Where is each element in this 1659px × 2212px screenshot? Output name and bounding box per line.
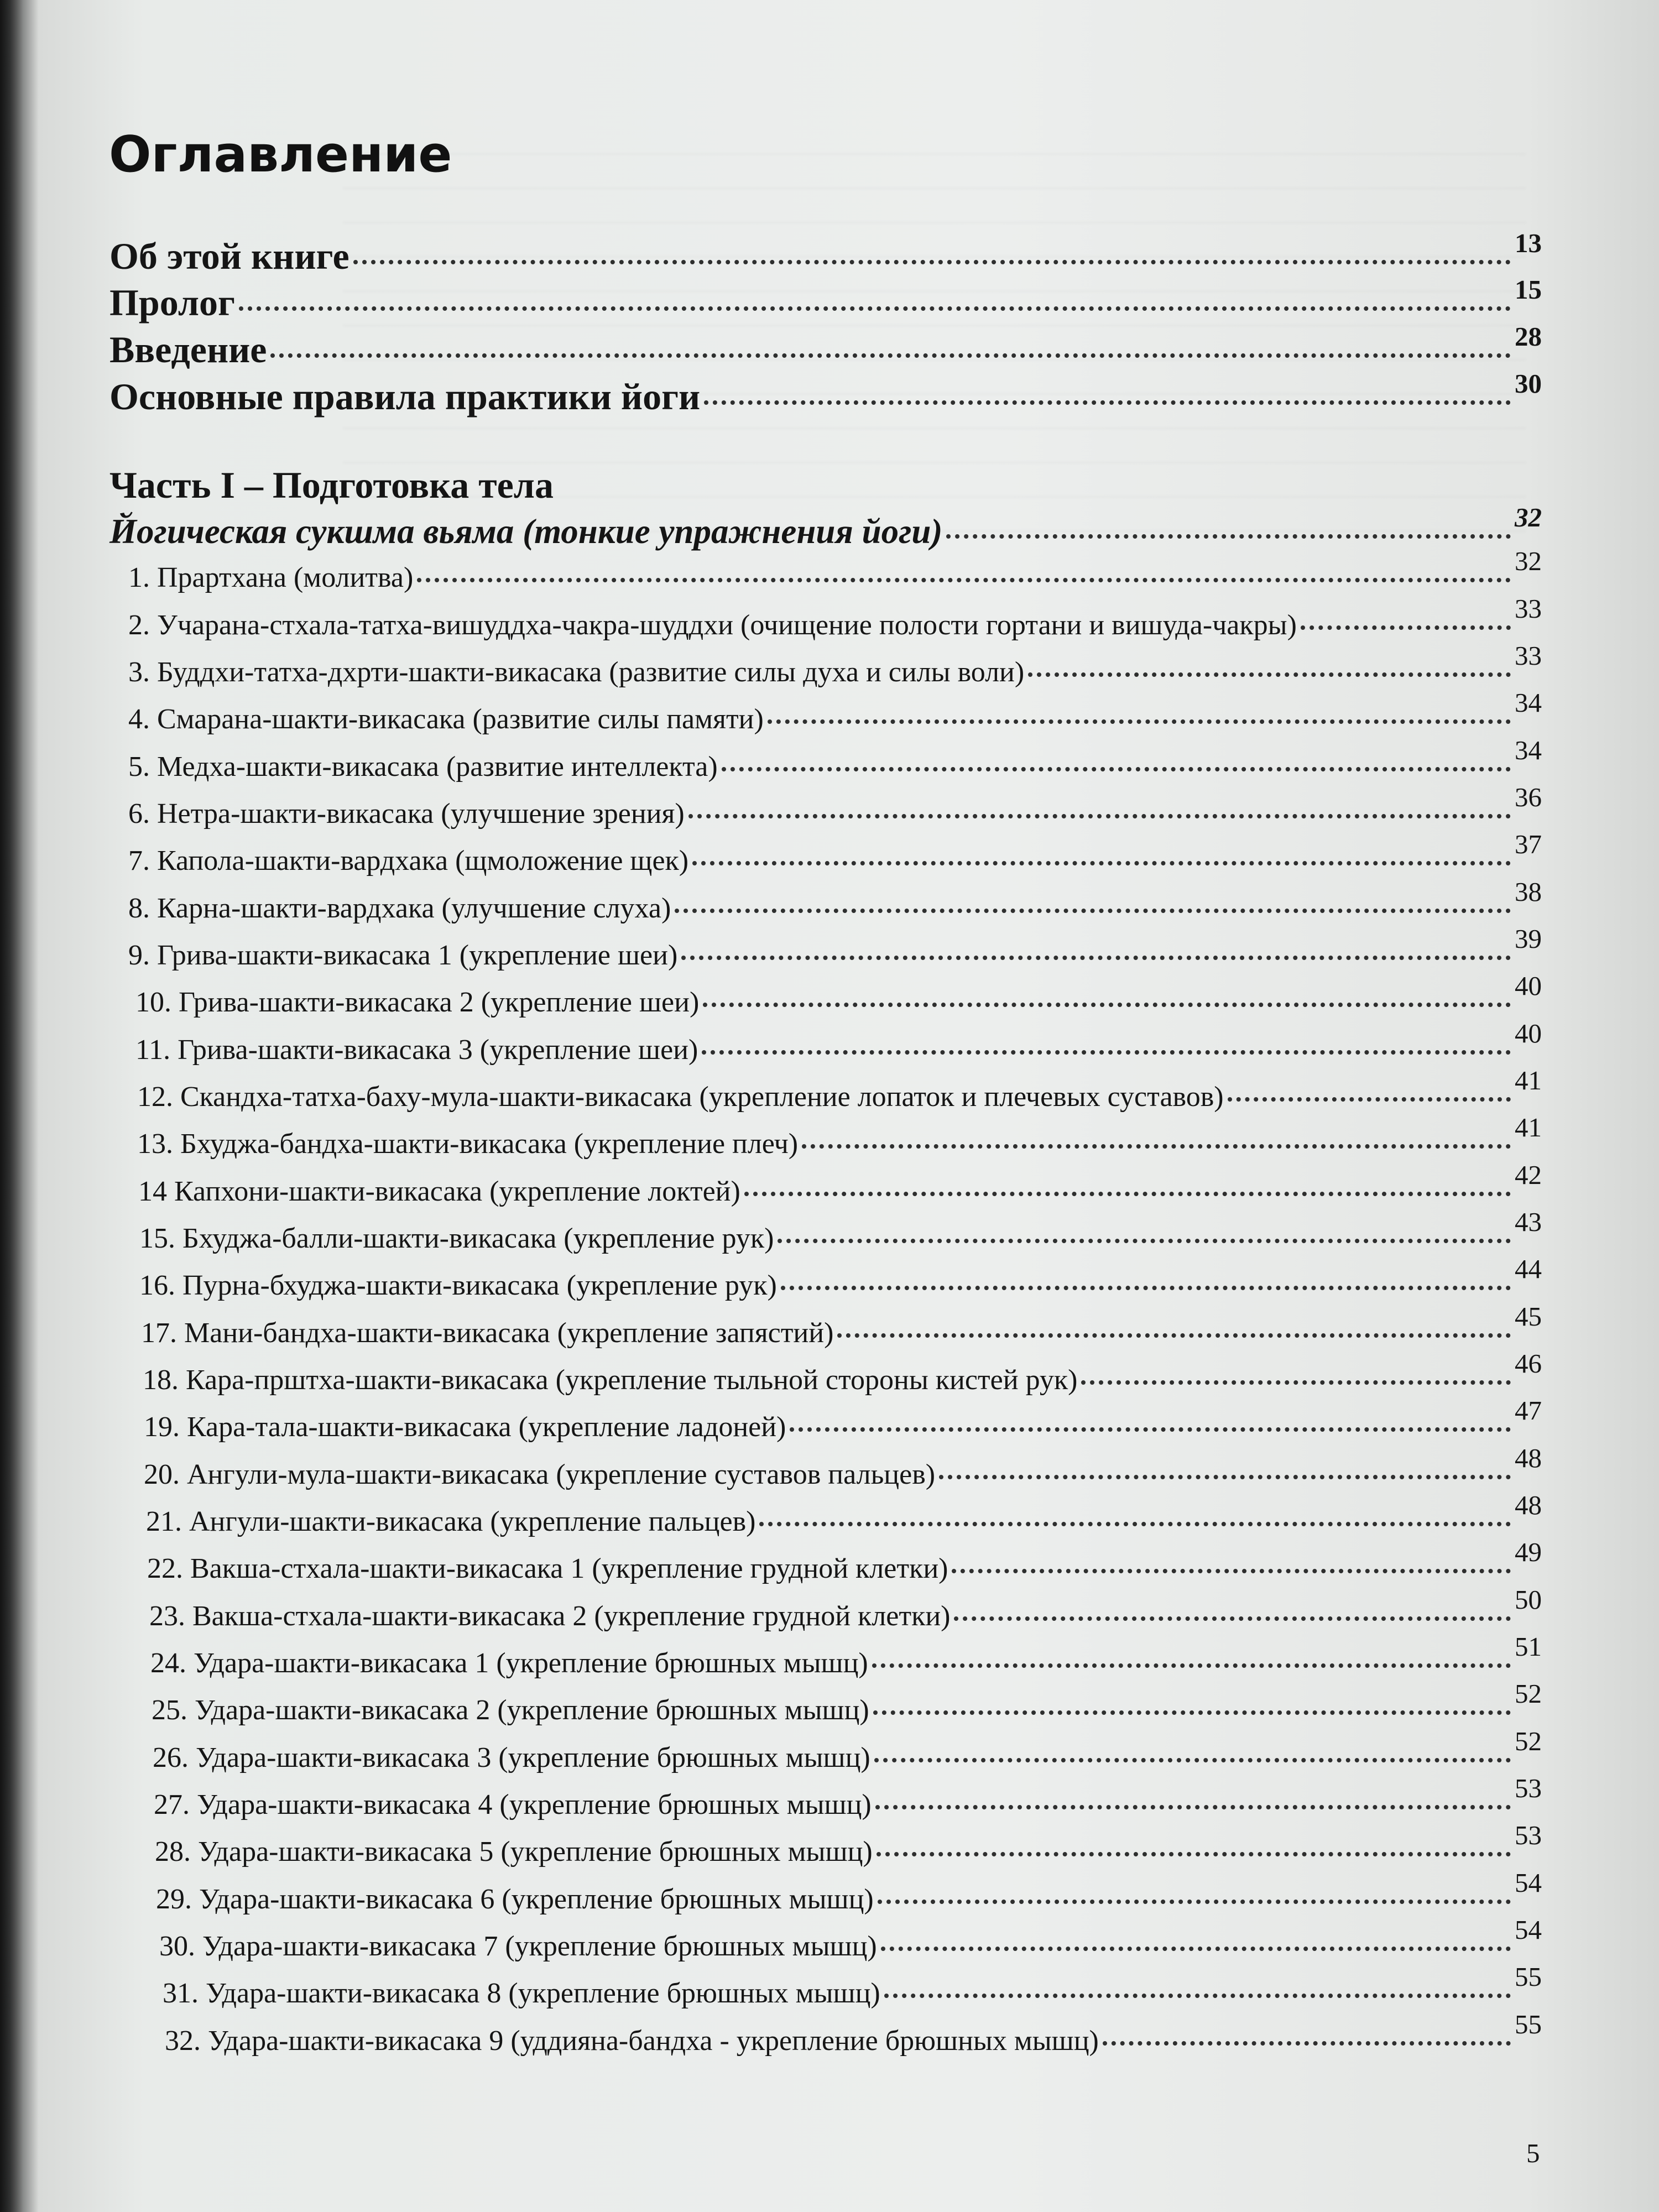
- toc-page-number: 28: [1515, 321, 1542, 352]
- toc-page-number: 32: [1515, 546, 1542, 576]
- toc-page-number: 34: [1515, 687, 1542, 718]
- dot-leader: [790, 1427, 1511, 1432]
- toc-item: [135, 971, 1542, 1031]
- toc-page-number: 32: [1515, 502, 1542, 533]
- toc-item-label: 22. Вакша-стхала-шакти-викасака 1 (укрепление грудной клетки): [147, 1553, 948, 1584]
- dot-leader: [939, 1474, 1511, 1479]
- dot-leader: [781, 1285, 1511, 1290]
- toc-page-number: 53: [1515, 1820, 1542, 1850]
- toc-item: [144, 1395, 1542, 1456]
- toc-item: [139, 1207, 1542, 1267]
- toc-item-label: 20. Ангули-мула-шакти-викасака (укрепление суставов пальцев): [144, 1459, 936, 1490]
- toc-page-number: 38: [1515, 877, 1542, 907]
- part-heading: Часть I – Подготовка тела: [109, 464, 554, 506]
- toc-page-number: 43: [1515, 1207, 1542, 1237]
- toc-item: [128, 593, 1542, 654]
- toc-entry: [109, 274, 1542, 326]
- toc-page-number: 39: [1515, 924, 1542, 954]
- toc-item: [156, 1867, 1542, 1928]
- toc-item: [128, 829, 1542, 890]
- toc-item-label: 15. Бхуджа-балли-шакти-викасака (укрепление рук): [139, 1223, 774, 1254]
- toc-page-number: 33: [1515, 593, 1542, 624]
- toc-page-number: 41: [1515, 1112, 1542, 1142]
- dot-leader: [778, 1238, 1511, 1243]
- toc-page-number: 51: [1515, 1631, 1542, 1662]
- toc-item-label: 19. Кара-тала-шакти-викасака (укрепление ладоней): [144, 1411, 786, 1443]
- dot-leader: [704, 400, 1511, 405]
- toc-item-label: 12. Скандха-татха-баху-мула-шакти-викасака (укрепление лопаток и плечевых суставов): [137, 1081, 1224, 1113]
- section-subheading-label: Йогическая сукшма вьяма (тонкие упражнения йоги): [109, 512, 943, 551]
- toc-entry: [109, 368, 1542, 420]
- toc-item: [128, 546, 1542, 607]
- toc-item-label: 7. Капола-шакти-вардхака (щмоложение щек): [128, 845, 689, 877]
- toc-item-label: 27. Удара-шакти-викасака 4 (укрепление брюшных мышц): [154, 1789, 872, 1820]
- toc-page-number: 53: [1515, 1773, 1542, 1803]
- dot-leader: [703, 1002, 1511, 1007]
- toc-page-number: 48: [1515, 1490, 1542, 1520]
- toc-item-label: 1. Прартхана (молитва): [128, 562, 414, 593]
- toc-entry-label: Об этой книге: [109, 235, 349, 277]
- toc-item: [137, 1065, 1542, 1126]
- dot-leader: [675, 908, 1511, 913]
- toc-item-label: 14 Капхони-шакти-викасака (укрепление локтей): [138, 1176, 740, 1207]
- toc-item: [138, 1160, 1542, 1220]
- dot-leader: [837, 1333, 1511, 1338]
- dot-leader: [1081, 1380, 1511, 1385]
- toc-item-label: 8. Карна-шакти-вардхака (улучшение слуха): [128, 893, 671, 924]
- toc-item: [128, 877, 1542, 937]
- toc-item: [154, 1773, 1542, 1834]
- dot-leader: [1028, 672, 1511, 677]
- dot-leader: [1228, 1097, 1511, 1102]
- toc-item-label: 23. Вакша-стхала-шакти-викасака 2 (укрепление грудной клетки): [149, 1600, 951, 1632]
- toc-item: [165, 2009, 1542, 2070]
- toc-item-label: 29. Удара-шакти-викасака 6 (укрепление брюшных мышц): [156, 1884, 874, 1915]
- toc-item-label: 6. Нетра-шакти-викасака (улучшение зрения): [128, 798, 685, 830]
- dot-leader: [872, 1663, 1511, 1668]
- dot-leader: [417, 577, 1511, 582]
- toc-item-label: 11. Грива-шакти-викасака 3 (укрепление шеи): [135, 1034, 698, 1066]
- toc-item-label: 28. Удара-шакти-викасака 5 (укрепление брюшных мышц): [155, 1836, 873, 1867]
- toc-entry-label: Пролог: [109, 281, 235, 324]
- dot-leader: [353, 259, 1511, 264]
- dot-leader: [1103, 2041, 1511, 2046]
- dot-leader: [873, 1710, 1511, 1715]
- toc-item: [128, 687, 1542, 748]
- toc-item: [144, 1443, 1542, 1504]
- toc-page-number: 33: [1515, 640, 1542, 671]
- toc-item-label: 16. Пурна-бхуджа-шакти-викасака (укрепление рук): [139, 1270, 777, 1301]
- toc-page-number: 44: [1515, 1254, 1542, 1284]
- toc-item: [152, 1678, 1542, 1739]
- toc-item: [141, 1301, 1542, 1362]
- toc-page-number: 15: [1515, 274, 1542, 305]
- dot-leader: [802, 1144, 1511, 1149]
- toc-page-number: 47: [1515, 1395, 1542, 1426]
- toc-page-number: 48: [1515, 1443, 1542, 1473]
- toc-page-number: 55: [1515, 1961, 1542, 1992]
- toc-item: [128, 924, 1542, 984]
- dot-leader: [952, 1568, 1511, 1573]
- dot-leader: [881, 1946, 1511, 1951]
- dot-leader: [688, 813, 1511, 818]
- toc-item-label: 24. Удара-шакти-викасака 1 (укрепление брюшных мышц): [150, 1647, 868, 1679]
- toc-item-label: 13. Бхуджа-бандха-шакти-викасака (укрепление плеч): [137, 1128, 799, 1160]
- dot-leader: [1301, 625, 1511, 630]
- toc-item-label: 5. Медха-шакти-викасака (развитие интеллекта): [128, 751, 718, 782]
- toc-page-number: 42: [1515, 1160, 1542, 1190]
- toc-page-number: 52: [1515, 1678, 1542, 1709]
- toc-item-label: 18. Кара-прштха-шакти-викасака (укрепление тыльной стороны кистей рук): [143, 1364, 1078, 1396]
- toc-page-number: 37: [1515, 829, 1542, 859]
- toc-page-number: 41: [1515, 1065, 1542, 1095]
- toc-page-number: 40: [1515, 971, 1542, 1001]
- toc-page-number: 55: [1515, 2009, 1542, 2039]
- toc-entry-label: Введение: [109, 328, 267, 371]
- toc-page-number: 34: [1515, 735, 1542, 765]
- toc-page-number: 54: [1515, 1914, 1542, 1945]
- dot-leader: [744, 1191, 1511, 1196]
- toc-page-number: 40: [1515, 1018, 1542, 1048]
- toc-page-number: 49: [1515, 1537, 1542, 1567]
- page-number: 5: [1526, 2138, 1540, 2168]
- dot-leader: [702, 1050, 1511, 1055]
- toc-entry-label: Основные правила практики йоги: [109, 375, 701, 418]
- toc-entry: [109, 321, 1542, 373]
- dot-leader: [875, 1804, 1511, 1809]
- page-title: Оглавление: [109, 126, 452, 184]
- toc-page-number: 45: [1515, 1301, 1542, 1332]
- toc-item: [128, 782, 1542, 843]
- toc-item-label: 9. Грива-шакти-викасака 1 (укрепление шеи): [128, 940, 678, 971]
- dot-leader: [722, 766, 1511, 771]
- dot-leader: [768, 719, 1511, 724]
- toc-item-label: 2. Учарана-стхала-татха-вишуддха-чакра-шуддхи (очищение полости гортани и вишуда-чакры): [128, 609, 1297, 641]
- toc-item-label: 21. Ангули-шакти-викасака (укрепление пальцев): [146, 1506, 756, 1537]
- toc-item-label: 32. Удара-шакти-викасака 9 (уддияна-бандха - укрепление брюшных мышц): [165, 2025, 1099, 2057]
- dot-leader: [874, 1757, 1511, 1762]
- toc-item-label: 10. Грива-шакти-викасака 2 (укрепление шеи): [135, 987, 700, 1018]
- dot-leader: [946, 534, 1511, 539]
- toc-page-number: 52: [1515, 1726, 1542, 1756]
- toc-page-number: 30: [1515, 368, 1542, 399]
- toc-item: [150, 1631, 1542, 1692]
- toc-item-label: 4. Смарана-шакти-викасака (развитие силы памяти): [128, 703, 764, 735]
- dot-leader: [681, 955, 1511, 960]
- toc-item: [149, 1584, 1542, 1645]
- toc-item-label: 26. Удара-шакти-викасака 3 (укрепление брюшных мышц): [153, 1742, 870, 1773]
- dot-leader: [884, 1993, 1511, 1998]
- dot-leader: [692, 860, 1511, 865]
- dot-leader: [759, 1521, 1511, 1526]
- toc-item: [128, 640, 1542, 701]
- toc-item: [163, 1961, 1542, 2022]
- toc-item-label: 25. Удара-шакти-викасака 2 (укрепление брюшных мышц): [152, 1694, 869, 1726]
- toc-page-number: 36: [1515, 782, 1542, 812]
- toc-item: [139, 1254, 1542, 1314]
- toc-item: [159, 1914, 1542, 1975]
- dot-leader: [270, 353, 1511, 358]
- toc-item: [153, 1726, 1542, 1787]
- toc-entry: [109, 228, 1542, 280]
- toc-item: [155, 1820, 1542, 1881]
- toc-page-number: 54: [1515, 1867, 1542, 1898]
- toc-item-label: 30. Удара-шакти-викасака 7 (укрепление брюшных мышц): [159, 1931, 877, 1962]
- toc-item: [146, 1490, 1542, 1551]
- dot-leader: [954, 1616, 1511, 1621]
- toc-item-label: 31. Удара-шакти-викасака 8 (укрепление брюшных мышц): [163, 1978, 880, 2009]
- toc-item-label: 17. Мани-бандха-шакти-викасака (укрепление запястий): [141, 1317, 834, 1349]
- dot-leader: [877, 1851, 1511, 1856]
- dot-leader: [878, 1899, 1511, 1904]
- toc-page-number: 50: [1515, 1584, 1542, 1615]
- toc-page-number: 13: [1515, 228, 1542, 258]
- toc-item: [147, 1537, 1542, 1598]
- toc-page-number: 46: [1515, 1348, 1542, 1379]
- section-subheading-entry: [109, 502, 1542, 557]
- toc-item: [137, 1112, 1542, 1173]
- toc-item: [135, 1018, 1542, 1079]
- toc-item: [143, 1348, 1542, 1409]
- toc-item: [128, 735, 1542, 796]
- dot-leader: [239, 306, 1511, 311]
- toc-item-label: 3. Буддхи-татха-дхрти-шакти-викасака (развитие силы духа и силы воли): [128, 656, 1025, 688]
